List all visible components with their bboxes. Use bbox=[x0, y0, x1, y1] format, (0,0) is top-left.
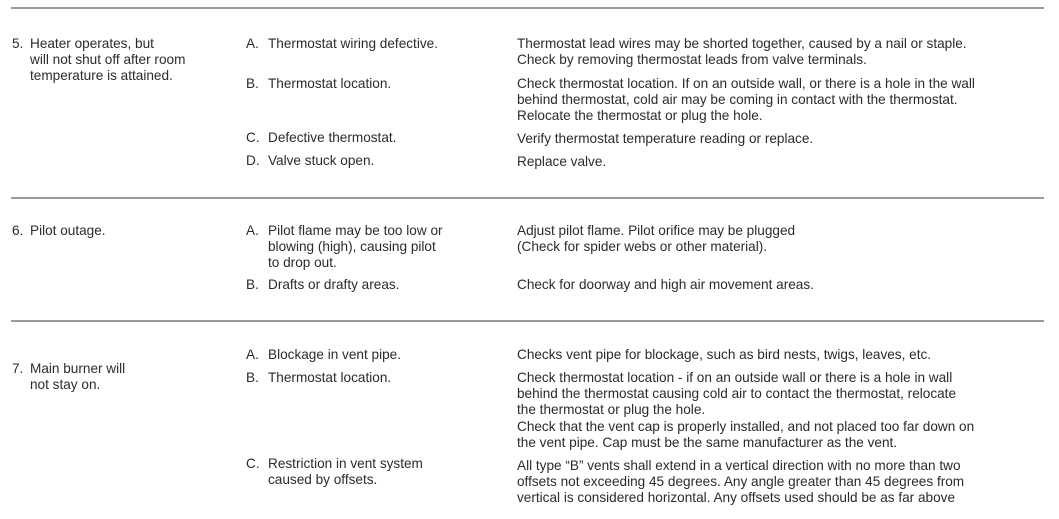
cause-letter: A. bbox=[246, 36, 259, 51]
action-text: Check thermostat location. If on an outside wall, or there is a hole in the wall behind thermostat, cold air may be coming in contact with the thermostat. Relocate the thermostat or plug the hole. bbox=[517, 76, 975, 124]
cause-letter: B. bbox=[246, 76, 259, 91]
action-text: All type “B” vents shall extend in a vertical direction with no more than two offsets not exceeding 45 degrees. Any angle greater than 45 degrees from vertical is considered horizontal. Any offsets used should be as far above bbox=[517, 458, 965, 506]
problem-number: 5. bbox=[12, 36, 24, 51]
action-text: Check for doorway and high air movement areas. bbox=[517, 277, 814, 292]
cause-letter: A. bbox=[246, 347, 259, 362]
cause-text: Thermostat wiring defective. bbox=[268, 36, 438, 51]
problem-text: Heater operates, but will not shut off after room temperature is attained. bbox=[30, 36, 186, 84]
cause-text: Drafts or drafty areas. bbox=[268, 277, 400, 292]
action-text: Verify thermostat temperature reading or replace. bbox=[517, 131, 814, 146]
action-text: Thermostat lead wires may be shorted together, caused by a nail or staple. Check by removing thermostat leads from valve terminals. bbox=[517, 36, 967, 68]
cause-text: Pilot flame may be too low or blowing (high), causing pilot to drop out. bbox=[268, 223, 443, 271]
action-text: Replace valve. bbox=[517, 154, 607, 169]
divider bbox=[11, 320, 1044, 322]
cause-text: Valve stuck open. bbox=[268, 153, 375, 168]
problem-number: 6. bbox=[12, 223, 24, 238]
problem-text: Pilot outage. bbox=[30, 223, 106, 238]
cause-text: Defective thermostat. bbox=[268, 130, 397, 145]
cause-letter: C. bbox=[246, 130, 260, 145]
cause-text: Thermostat location. bbox=[268, 76, 392, 91]
cause-letter: D. bbox=[246, 153, 260, 168]
problem-number: 7. bbox=[12, 361, 24, 376]
cause-text: Thermostat location. bbox=[268, 370, 392, 385]
action-text: Checks vent pipe for blockage, such as bird nests, twigs, leaves, etc. bbox=[517, 347, 932, 362]
cause-letter: A. bbox=[246, 223, 259, 238]
cause-letter: B. bbox=[246, 370, 259, 385]
cause-letter: B. bbox=[246, 277, 259, 292]
divider bbox=[11, 197, 1044, 199]
cause-text: Restriction in vent system caused by offsets. bbox=[268, 456, 423, 488]
cause-letter: C. bbox=[246, 456, 260, 471]
action-text: Adjust pilot flame. Pilot orifice may be plugged (Check for spider webs or other material). bbox=[517, 223, 796, 255]
cause-text: Blockage in vent pipe. bbox=[268, 347, 402, 362]
action-text: Check thermostat location - if on an outside wall or there is a hole in wall behind the thermostat causing cold air to contact the thermostat, relocate the thermostat or plug the hole. Check that the vent cap is properly installed, and not placed too far down on the vent pipe. Cap must be the same manufacturer as the vent. bbox=[517, 370, 975, 450]
divider bbox=[11, 7, 1044, 9]
problem-text: Main burner will not stay on. bbox=[30, 361, 126, 393]
